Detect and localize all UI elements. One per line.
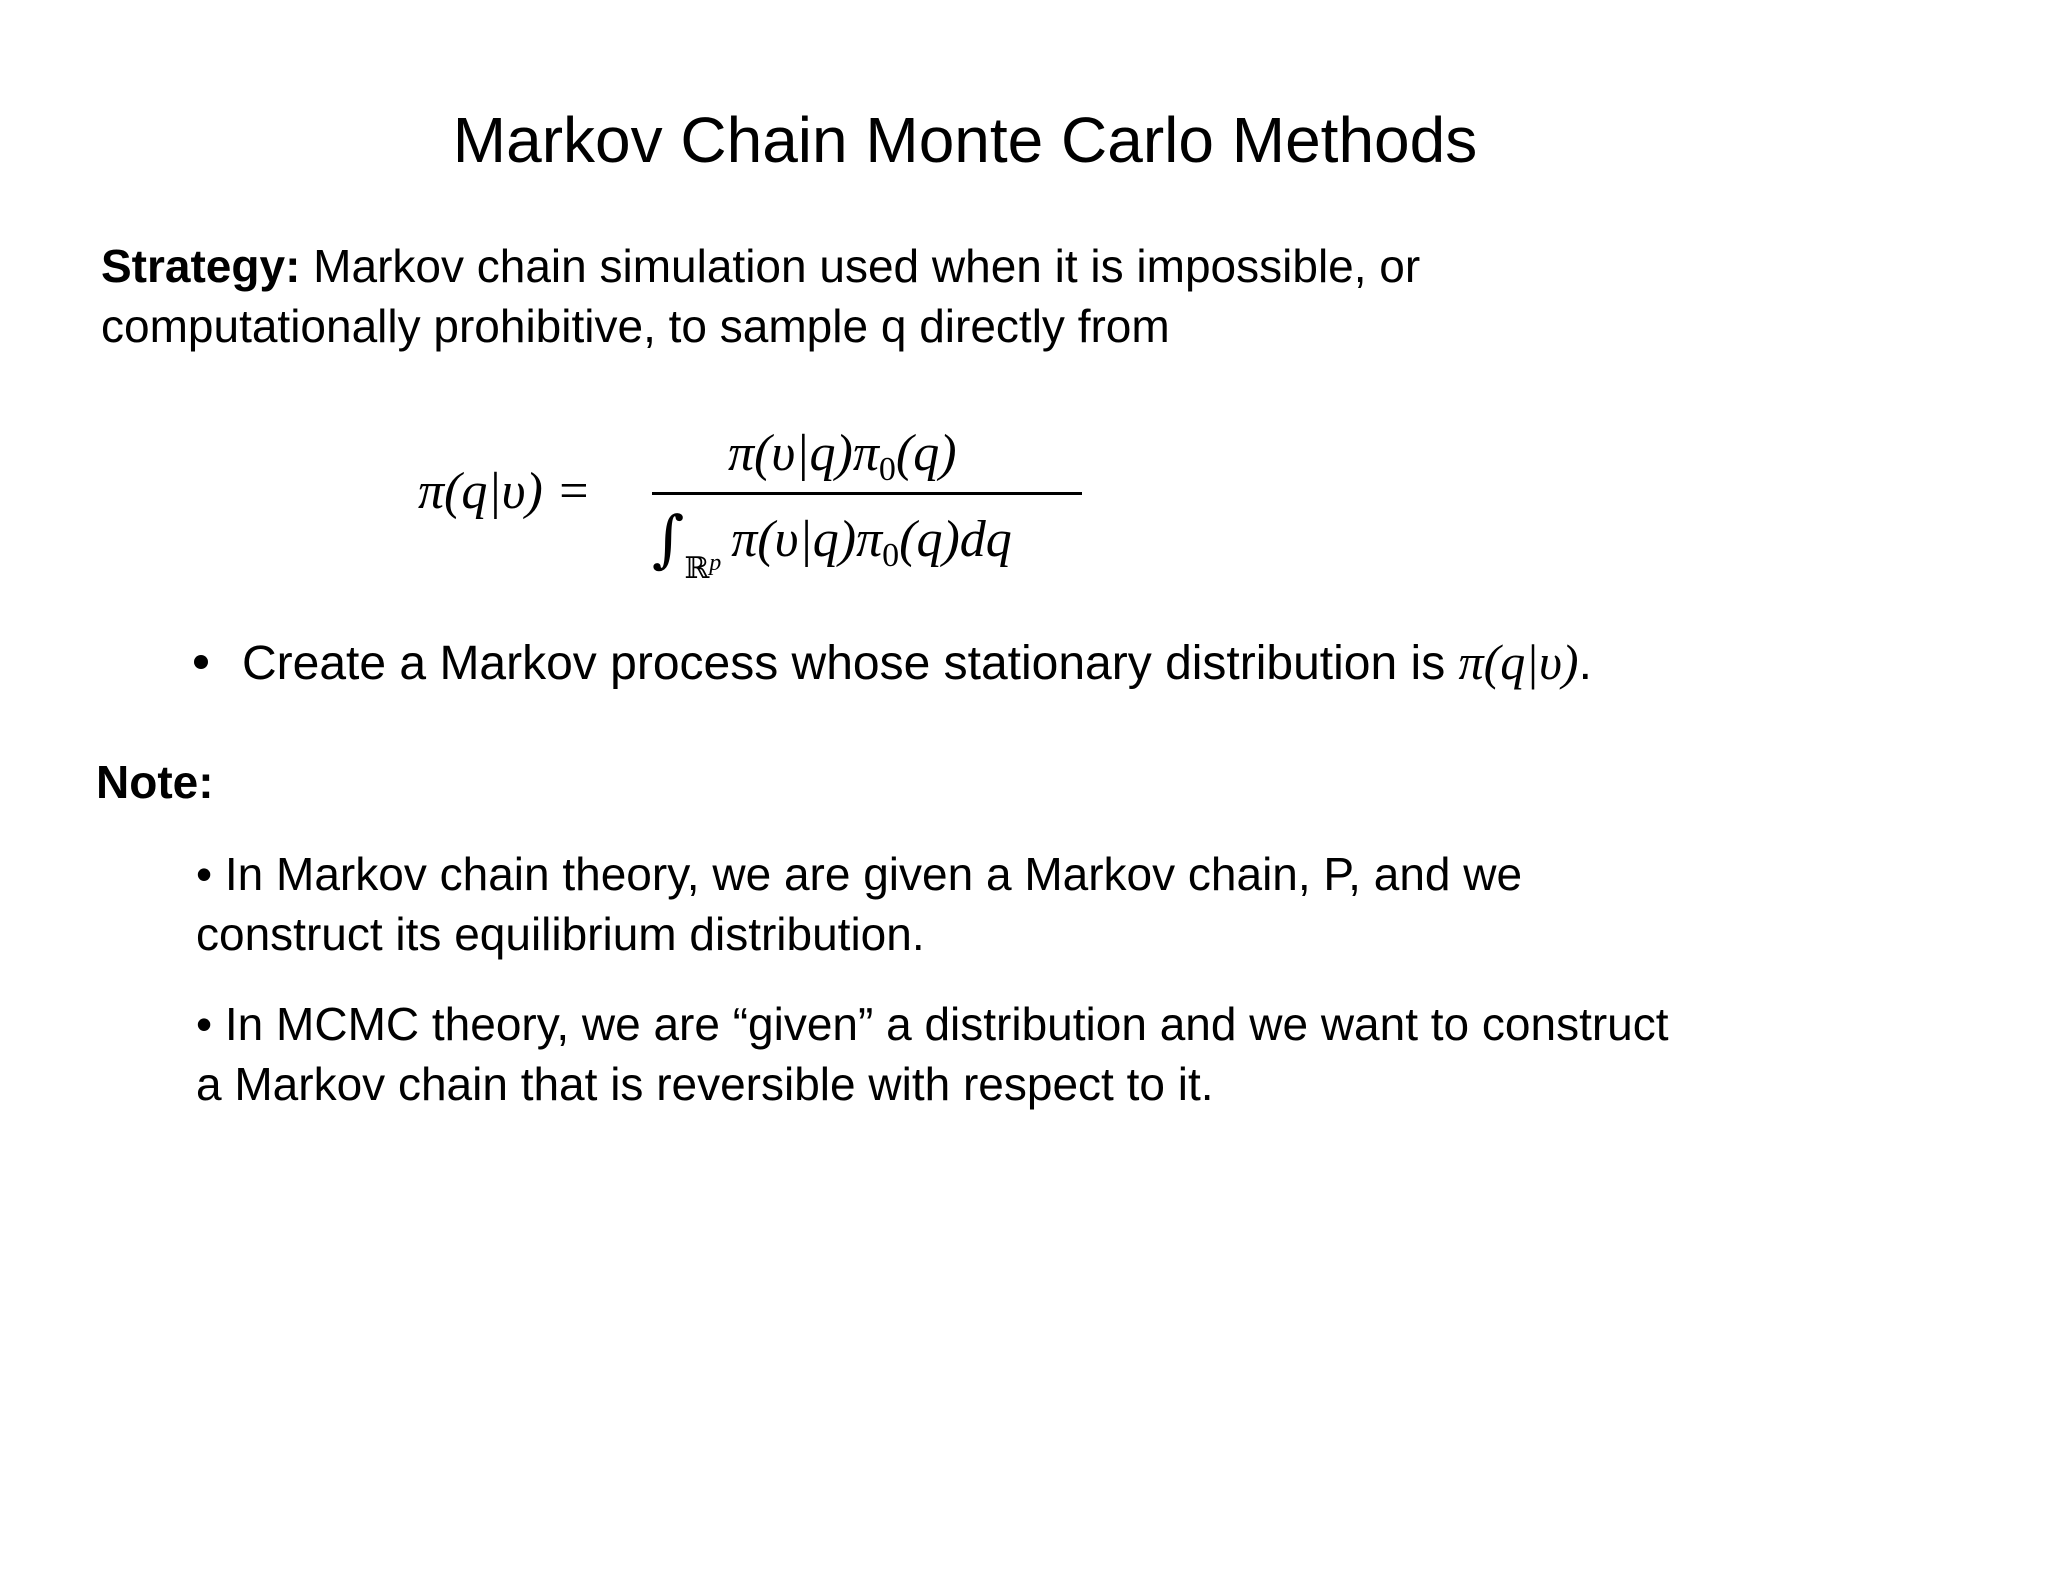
strategy-line-1 xyxy=(101,236,1901,296)
note-item-line-2: a Markov chain that is reversible with respect to it. xyxy=(196,1058,1214,1110)
integral-domain: ℝp xyxy=(684,550,722,585)
note-item xyxy=(196,994,1896,1114)
note-item-line-1: • In MCMC theory, we are “given” a distribution and we want to construct xyxy=(196,998,1669,1050)
bullet-dot-icon xyxy=(194,655,208,669)
equation-numerator: π(υ|q)π0(q) xyxy=(728,425,957,488)
integral-symbol: ∫ xyxy=(652,502,685,575)
strategy-label: Strategy: xyxy=(101,240,301,292)
posterior-equation xyxy=(418,424,1318,584)
bullet-markov-process xyxy=(194,632,1592,694)
bullet-math: π(q|υ) xyxy=(1458,634,1579,690)
strategy-line-2: computationally prohibitive, to sample q directly from xyxy=(101,300,1170,352)
equation-denominator: $\int_{ℝ^p}$ π(υ|q)π0(q)dq xyxy=(652,502,1012,585)
fraction-bar xyxy=(652,492,1082,495)
strategy-paragraph xyxy=(101,236,1901,356)
bullet-end: . xyxy=(1578,637,1592,690)
strategy-text-1: Markov chain simulation used when it is impossible, or xyxy=(300,240,1421,292)
bullet-text: Create a Markov process whose stationary distribution is xyxy=(242,637,1459,690)
note-item xyxy=(196,844,1896,964)
slide-title: Markov Chain Monte Carlo Methods xyxy=(452,104,1478,176)
equation-lhs: π(q|υ) = xyxy=(418,463,591,520)
note-label: Note: xyxy=(96,756,214,808)
note-item-line-1: • In Markov chain theory, we are given a Markov chain, P, and we xyxy=(196,848,1523,900)
note-item-line-2: construct its equilibrium distribution. xyxy=(196,908,925,960)
